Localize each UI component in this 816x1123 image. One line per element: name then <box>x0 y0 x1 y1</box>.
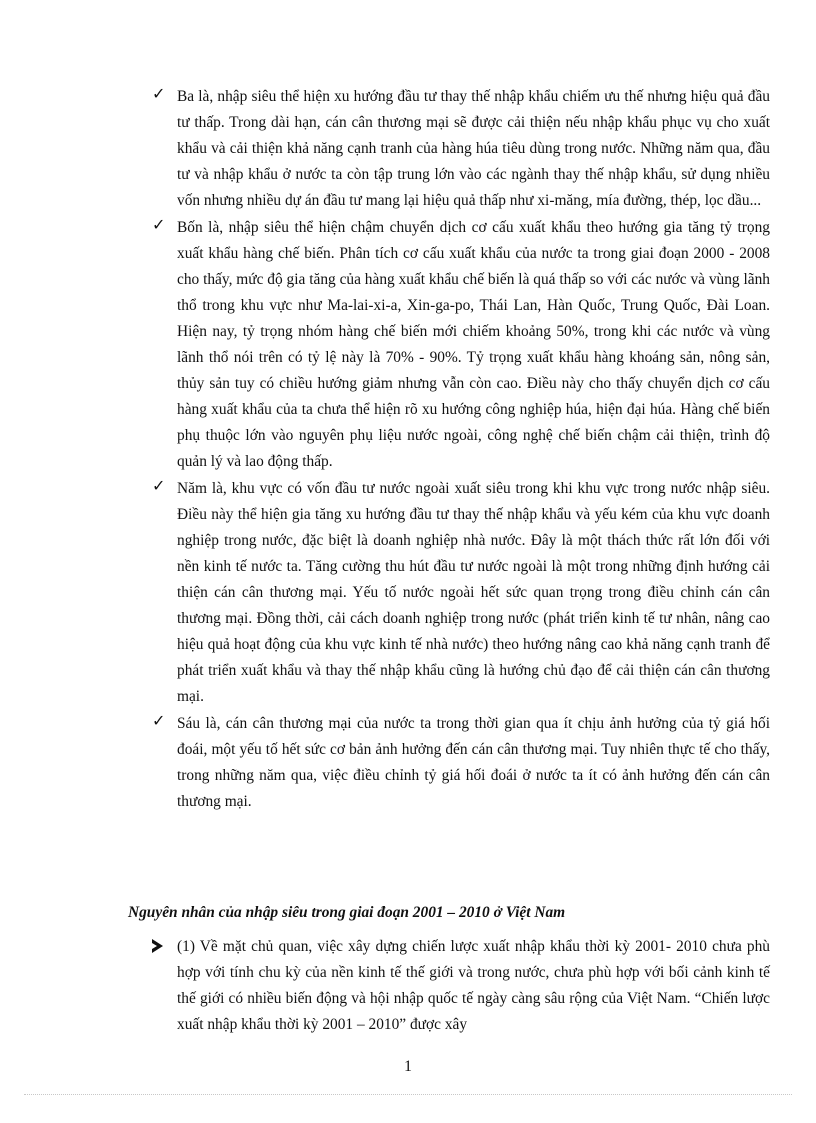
list-item <box>150 84 770 214</box>
paragraph-text: Ba là, nhập siêu thể hiện xu hướng đầu tư thay thế nhập khẩu chiếm ưu thế nhưng hiệu quả đầu tư thấp. Trong dài hạn, cán cân thương mại sẽ được cải thiện nếu nhập khẩu phục vụ cho xuất khẩu và cải thiện khả năng cạnh tranh của hàng húa tiêu dùng trong nước. Những năm qua, đầu tư và nhập khẩu ở nước ta còn tập trung lớn vào các ngành thay thế nhập khẩu, sử dụng nhiều vốn nhưng nhiều dự án đầu tư mang lại hiệu quả thấp như xi-măng, mía đường, thép, lọc dầu... <box>177 88 770 209</box>
list-item <box>150 934 770 1038</box>
page-number: 1 <box>404 1058 412 1075</box>
paragraph-text: Năm là, khu vực có vốn đầu tư nước ngoài xuất siêu trong khi khu vực trong nước nhập siêu. Điều này thể hiện gia tăng xu hướng đầu tư thay thế nhập khẩu và yếu kém của khu vực doanh nghiệp trong nước, đặc biệt là doanh nghiệp nhà nước. Đây là một thách thức rất lớn đối với nền kinh tế nước ta. Tăng cường thu hút đầu tư nước ngoài là một trong những định hướng cải thiện cán cân thương mại. Yếu tố nước ngoài hết sức quan trọng trong điều chỉnh cán cân thương mại. Đồng thời, cải cách doanh nghiệp trong nước (phát triển kinh tế tư nhân, nâng cao hiệu quả hoạt động của khu vực kinh tế nhà nước) theo hướng nâng cao khả năng cạnh tranh để phát triển xuất khẩu và thay thế nhập khẩu cũng là hướng chủ đạo để cải thiện cán cân thương mại. <box>177 480 770 705</box>
arrow-bullet-icon <box>152 939 163 953</box>
check-icon: ✓ <box>152 711 166 730</box>
check-icon: ✓ <box>152 84 166 103</box>
paragraph-text: Sáu là, cán cân thương mại của nước ta trong thời gian qua ít chịu ảnh hưởng của tỷ giá hối đoái, một yếu tố hết sức cơ bản ảnh hưởng đến cán cân thương mại. Tuy nhiên thực tế cho thấy, trong những năm qua, việc điều chỉnh tỷ giá hối đoái ở nước ta ít có ảnh hưởng đến cán cân thương mại. <box>177 715 770 810</box>
paragraph-text: (1) Về mặt chủ quan, việc xây dựng chiến lược xuất nhập khẩu thời kỳ 2001- 2010 chưa phù hợp với tính chu kỳ của nền kinh tế thế giới và trong nước, chưa phù hợp với bối cảnh kinh tế thế giới có nhiều biến động và hội nhập quốc tế ngày càng sâu rộng của Việt Nam. “Chiến lược xuất nhập khẩu thời kỳ 2001 – 2010” được xây <box>177 938 770 1033</box>
paragraph-text: Bốn là, nhập siêu thể hiện chậm chuyển dịch cơ cấu xuất khẩu theo hướng gia tăng tỷ trọng xuất khẩu hàng chế biến. Phân tích cơ cấu xuất khẩu của nước ta trong giai đoạn 2000 - 2008 cho thấy, mức độ gia tăng của hàng xuất khẩu chế biến là quá thấp so với các nước và vùng lãnh thổ trong khu vực như Ma-lai-xi-a, Xin-ga-po, Thái Lan, Hàn Quốc, Trung Quốc, Đài Loan. Hiện nay, tỷ trọng nhóm hàng chế biến mới chiếm khoảng 50%, trong khi các nước và vùng lãnh thổ nói trên có tỷ lệ này là 70% - 90%. Tỷ trọng xuất khẩu hàng khoáng sản, nông sản, thủy sản tuy có chiều hướng giảm nhưng vẫn còn cao. Điều này cho thấy chuyển dịch cơ cấu hàng xuất khẩu của ta chưa thể hiện rõ xu hướng công nghiệp húa, hiện đại húa. Hàng chế biến phụ thuộc lớn vào nguyên phụ liệu nước ngoài, công nghệ chế biến chậm cải thiện, trình độ quản lý và lao động thấp. <box>177 219 770 470</box>
check-icon: ✓ <box>152 476 166 495</box>
footer-divider <box>24 1094 792 1095</box>
reason-list <box>150 84 770 816</box>
list-item <box>150 215 770 475</box>
cause-list <box>150 934 770 1039</box>
section-heading: Nguyên nhân của nhập siêu trong giai đoạn 2001 – 2010 ở Việt Nam <box>128 904 566 921</box>
check-icon: ✓ <box>152 215 166 234</box>
list-item <box>150 711 770 815</box>
list-item <box>150 476 770 710</box>
